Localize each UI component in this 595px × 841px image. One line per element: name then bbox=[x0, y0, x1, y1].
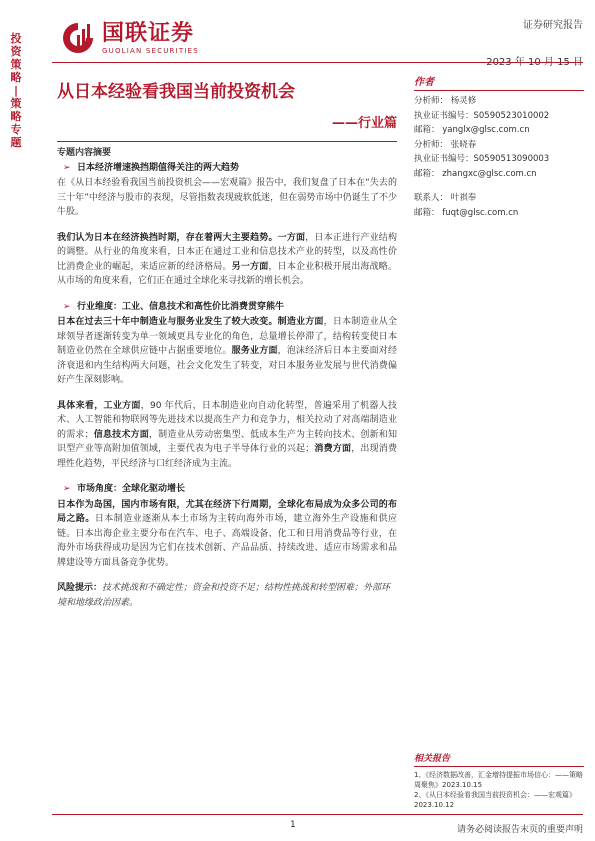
section-heading-text: 日本经济增速换挡期值得关注的两大趋势 bbox=[77, 162, 240, 173]
footer-disclaimer: 请务必阅读报告末页的重要声明 bbox=[456, 825, 583, 835]
text-run: ，日本制造业从全球领导者逐渐转变为单一领域更具专业化的角色，总量增长停滞了，结构转变使日本制造业仍然在全球供应链中占据重要地位。 bbox=[57, 317, 397, 356]
text-run: 日本制造业逐渐从本土市场为主转向海外市场，建立海外生产设施和供应链。日本出海企业主要分布在汽车、电子、高端设备、化工和日用消费品等行业，在海外市场获得成功是因为它们在技术创新、产品品质、持续改进、适应市场需求和品牌建设等方面具备竞争优势。 bbox=[57, 514, 397, 568]
report-type: 证券研究报告 bbox=[523, 20, 583, 31]
text-run: ，泡沫经济后日本主要面对经济衰退和内生结构两大问题，社会文化发生了转变，对日本服务业发展与世代消费偏好产生深刻影响。 bbox=[57, 346, 397, 385]
author-panel bbox=[414, 73, 584, 220]
summary-label: 专题内容摘要 bbox=[57, 148, 112, 158]
section-heading bbox=[57, 161, 397, 176]
summary-paragraph bbox=[57, 315, 397, 388]
risk-text: 技术挑战和不确定性；资金和投资不足；结构性挑战和转型困难；外部环境和地缘政治因素。 bbox=[57, 583, 391, 608]
side-tab-char: 题 bbox=[10, 136, 22, 149]
summary-paragraph bbox=[57, 399, 397, 472]
related-heading: 相关报告 bbox=[414, 751, 584, 767]
author-heading: 作者 bbox=[414, 73, 584, 91]
related-reports bbox=[414, 751, 584, 810]
logo-mark-icon bbox=[60, 20, 96, 56]
section-heading-text: 行业维度：工业、信息技术和高性价比消费贯穿熊牛 bbox=[77, 301, 285, 312]
text-run: ，90 年代后，日本制造业向自动化转型，普遍采用了机器人技术、人工智能和物联网等先进技术以提高生产力和竞争力，相关拉动了对高端制造业的需求； bbox=[57, 400, 397, 440]
author-info-row: 执业证书编号：S0590523010002 bbox=[414, 110, 550, 121]
side-tab-char: 策 bbox=[10, 97, 22, 110]
related-report-item: 2、《从日本经验看我国当前投资机会：——宏观篇》2023.10.12 bbox=[414, 791, 576, 809]
section-heading bbox=[57, 482, 397, 497]
contact-info-row: 邮箱： fuqt@glsc.com.cn bbox=[414, 207, 519, 218]
footer-divider bbox=[52, 814, 583, 815]
summary-paragraph bbox=[57, 498, 397, 571]
bold-text-run: 服务业方面 bbox=[231, 346, 278, 356]
text-run: ，出现消费理性化趋势，平民经济与口红经济成为主流。 bbox=[57, 444, 397, 469]
contact-info-row: 联系人： 叶祺奉 bbox=[414, 193, 477, 203]
logo-english: GUOLIAN SECURITIES bbox=[102, 46, 199, 55]
logo-chinese: 国联证券 bbox=[102, 20, 195, 46]
company-logo bbox=[60, 20, 199, 56]
summary-body bbox=[57, 143, 397, 610]
section-heading bbox=[57, 300, 397, 315]
bold-text-run: 日本在过去三十年中制造业与服务业发生了较大改变。制造业方面 bbox=[57, 317, 324, 327]
summary-paragraph bbox=[57, 176, 397, 220]
arrow-bullet-icon: ➢ bbox=[63, 162, 71, 173]
author-info-row: 邮箱： yanglx@glsc.com.cn bbox=[414, 125, 530, 135]
bold-text-run: 日本作为岛国，国内市场有限，尤其在经济下行周期，全球化布局成为众多公司的布局之路。 bbox=[57, 499, 397, 524]
risk-label: 风险提示： bbox=[57, 583, 103, 593]
side-tab-char: 资 bbox=[10, 45, 22, 58]
author-info-row: 邮箱： zhangxc@glsc.com.cn bbox=[414, 168, 537, 179]
page-number: 1 bbox=[290, 820, 296, 830]
text-run: ，制造业从劳动密集型、低成本生产为主转向技术、创新和知识型产业等高附加值领域，主要代表为电子半导体行业的兴起； bbox=[57, 429, 397, 454]
header-divider bbox=[52, 62, 583, 63]
author-info-row: 执业证书编号：S0590513090003 bbox=[414, 154, 550, 164]
text-run: ，日本企业积极开展出海战略。从市场的角度来看，它们正在通过全球化来寻找新的增长机会。 bbox=[57, 261, 397, 286]
side-tab-char: 投 bbox=[10, 32, 22, 45]
section-heading-text: 市场角度：全球化驱动增长 bbox=[77, 484, 186, 494]
text-run: ，日本正进行产业结构的调整。从行业的角度来看，日本正在通过工业和信息技术产业的转型，以及高性价比消费企业的崛起，来适应新的经济格局。 bbox=[57, 232, 397, 272]
side-tab-char: 略 bbox=[10, 110, 22, 123]
report-title: 从日本经验看我国当前投资机会 bbox=[57, 82, 295, 102]
risk-warning bbox=[57, 581, 397, 610]
arrow-bullet-icon: ➢ bbox=[63, 484, 71, 494]
text-run: 在《从日本经验看我国当前投资机会——宏观篇》报告中，我们复盘了日本在“失去的三十年”中经济与股市的表现，尽管指数表现疲软低迷，但在弱势市场中仍诞生了不少牛股。 bbox=[57, 178, 397, 217]
report-subtitle: ——行业篇 bbox=[331, 116, 397, 131]
arrow-bullet-icon: ➢ bbox=[63, 301, 71, 312]
author-info-row: 分析师： 张晓春 bbox=[414, 139, 477, 150]
report-date bbox=[486, 53, 583, 68]
bold-text-run: 信息技术方面 bbox=[93, 429, 149, 440]
side-tab-char: 略 bbox=[10, 71, 22, 84]
bold-text-run: 另一方面 bbox=[231, 261, 269, 272]
side-tab-char: 专 bbox=[10, 123, 22, 136]
bold-text-run: 消费方面 bbox=[314, 444, 352, 454]
related-report-item: 1、《经济数据改善，汇金增持提振市场信心：——策略周聚焦》2023.10.15 bbox=[414, 771, 583, 789]
side-tab-char: 策 bbox=[10, 58, 22, 71]
side-category-tab bbox=[8, 32, 24, 149]
summary-paragraph bbox=[57, 231, 397, 289]
bold-text-run: 我们认为日本在经济换挡时期，存在着两大主要趋势。一方面 bbox=[57, 232, 306, 243]
author-info-row: 分析师： 杨灵修 bbox=[414, 96, 477, 106]
title-divider bbox=[57, 141, 397, 142]
bold-text-run: 具体来看，工业方面 bbox=[57, 400, 141, 411]
side-tab-char: | bbox=[13, 84, 19, 97]
